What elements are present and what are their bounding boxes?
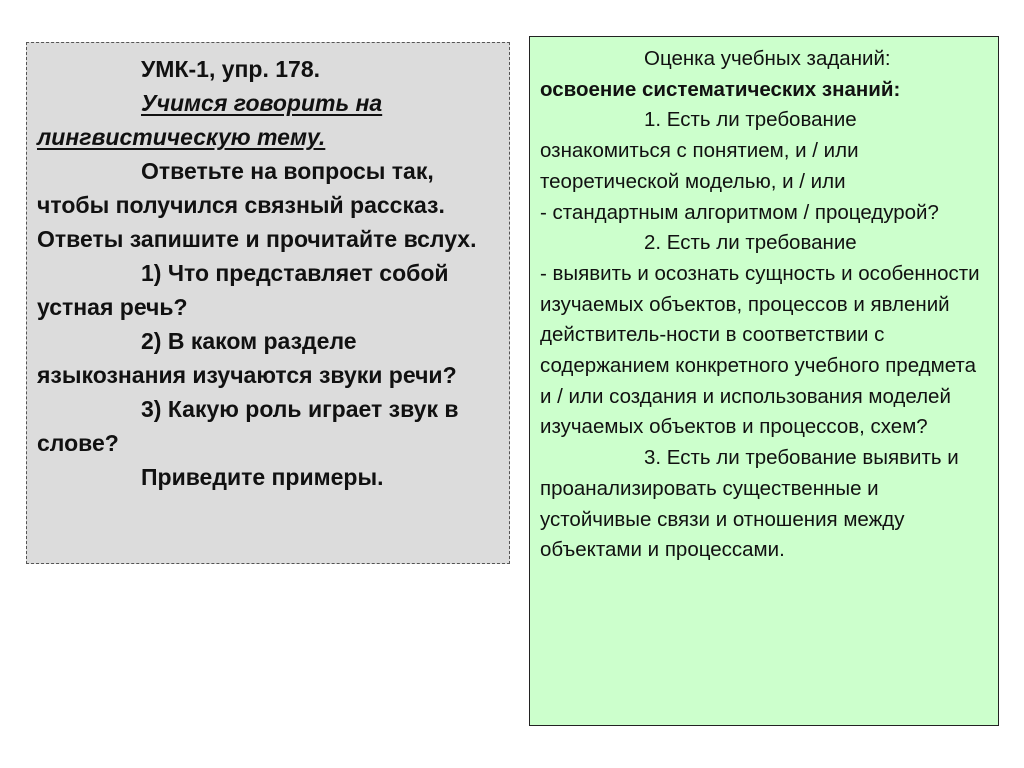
evaluation-panel [529, 36, 999, 726]
criterion-3: 3. Есть ли требование выявить и проанализировать существенные и устойчивые связи и отношения между объектами и процессами. [540, 446, 959, 562]
criterion-1-detail: - стандартным алгоритмом / процедурой? [540, 200, 939, 224]
question-2: 2) В каком разделе языкознания изучаются звуки речи? [37, 328, 457, 388]
exercise-reference: УМК-1, упр. 178. [141, 56, 321, 82]
exercise-panel [26, 42, 510, 564]
question-3: 3) Какую роль играет звук в слове? [37, 396, 459, 456]
exercise-heading-text: Учимся говорить на лингвистическую тему. [37, 90, 383, 150]
criterion-2-extra: и / или создания и использования моделей изучаемых объектов и процессов, схем? [540, 384, 951, 439]
question-1: 1) Что представляет собой устная речь? [37, 260, 449, 320]
examples-prompt: Приведите примеры. [141, 464, 384, 490]
exercise-heading [37, 86, 499, 154]
criterion-2: 2. Есть ли требование [644, 231, 857, 255]
evaluation-title: Оценка учебных заданий: [644, 47, 891, 70]
criterion-1: 1. Есть ли требование ознакомиться с понятием, и / или теоретической моделью, и / или [540, 108, 859, 193]
evaluation-subtitle: освоение систематических знаний: [540, 77, 901, 101]
criterion-2-detail: - выявить и осознать сущность и особенности изучаемых объектов, процессов и явлений действитель-ности в соответствии с содержанием конкретного учебного предмета [540, 261, 980, 378]
exercise-instruction: Ответьте на вопросы так, чтобы получился связный рассказ. Ответы запишите и прочитайте вслух. [37, 158, 477, 252]
